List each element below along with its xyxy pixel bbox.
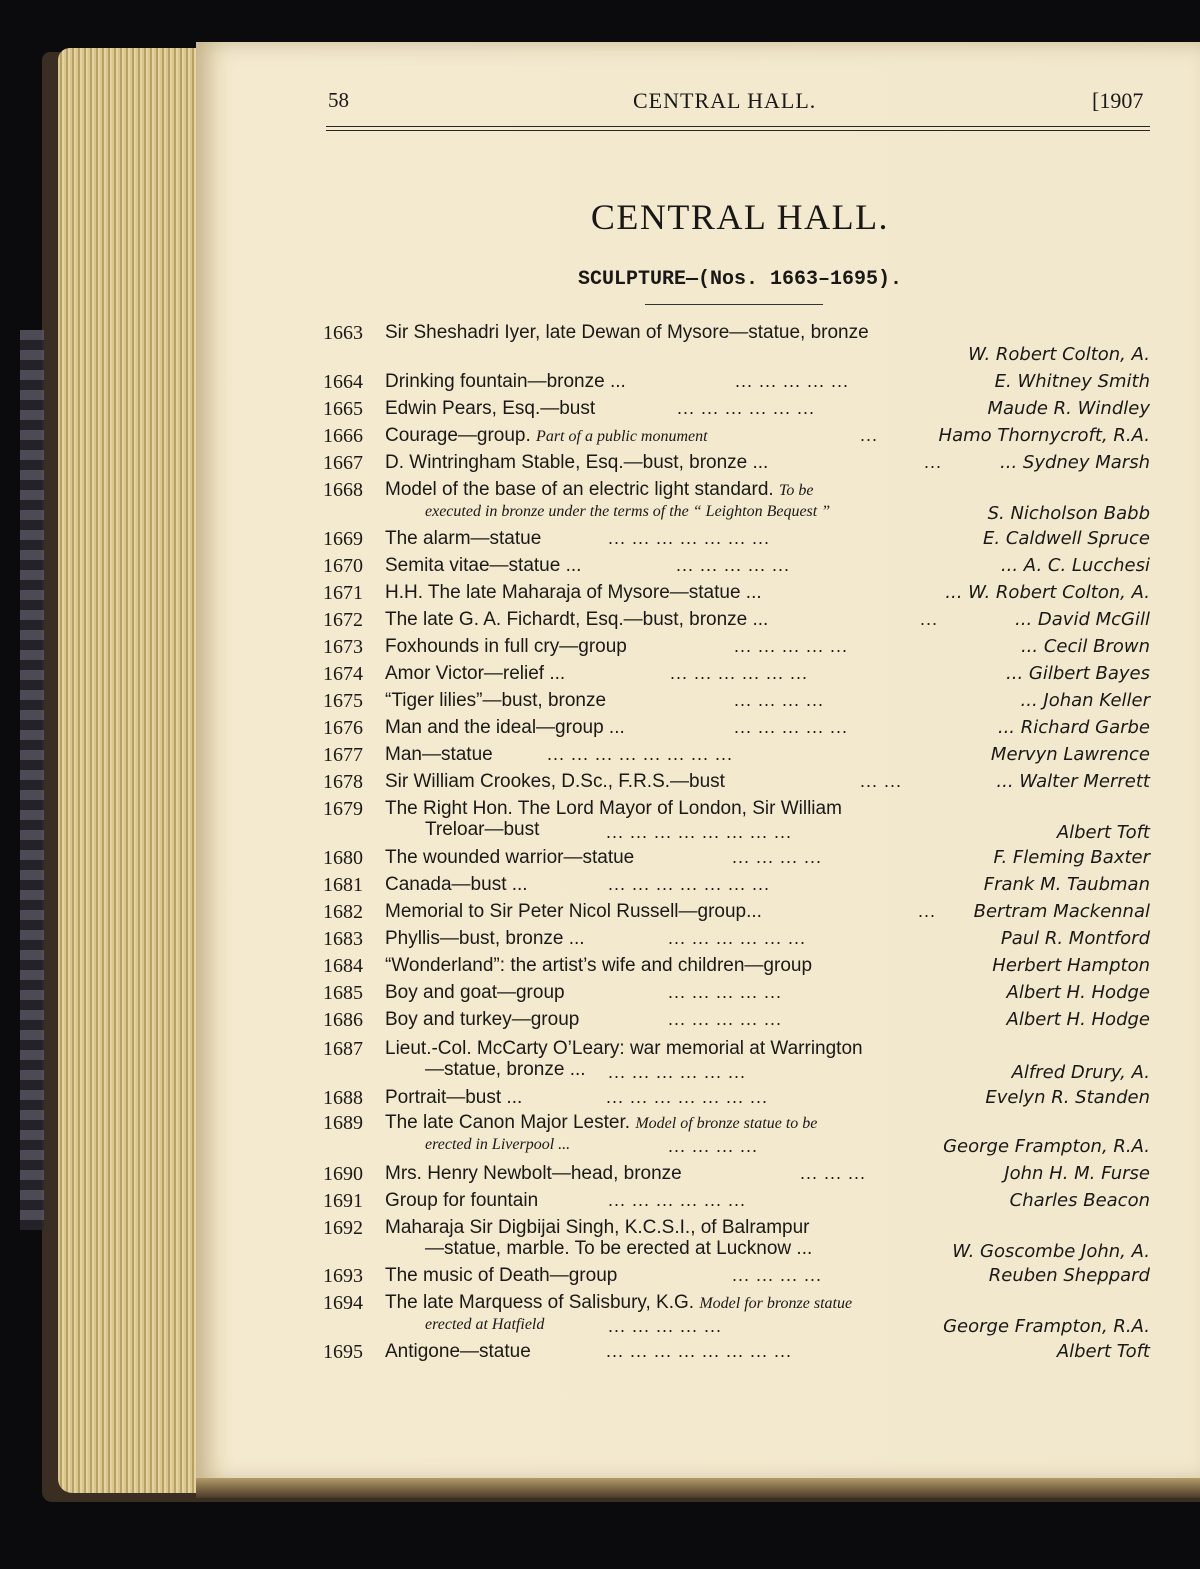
leader-dots: ... ... ... ... — [734, 690, 825, 710]
entry-title: The alarm—statue — [385, 528, 542, 549]
entry-title — [385, 1112, 817, 1134]
entry-title: Drinking fountain—bronze ... — [385, 371, 626, 392]
catalogue-entry — [0, 847, 1200, 874]
leader-dots: ... ... ... ... ... — [668, 982, 783, 1002]
catalogue-entry — [0, 1217, 1200, 1262]
catalogue-entry — [0, 690, 1200, 717]
leader-dots: ... ... ... ... ... — [668, 1009, 783, 1029]
entry-title: Man—statue — [385, 744, 493, 765]
catalogue-entry — [0, 1292, 1200, 1337]
entry-title: Mrs. Henry Newbolt—head, bronze — [385, 1163, 682, 1184]
section-title: SCULPTURE—(Nos. 1663–1695). — [577, 268, 903, 291]
entry-number: 1693 — [323, 1265, 363, 1287]
entry-number: 1682 — [323, 901, 363, 923]
leader-dots: ... — [920, 609, 939, 629]
leader-dots: ... ... ... ... ... ... ... — [606, 1087, 769, 1107]
entry-number: 1671 — [323, 582, 363, 604]
catalogue-entry — [0, 371, 1200, 398]
entry-artist: ... W. Robert Colton, A. — [945, 582, 1150, 603]
leader-dots: ... ... ... ... ... ... ... ... — [606, 1341, 793, 1361]
entry-title: Lieut.-Col. McCarty O’Leary: war memorial at Warrington — [385, 1038, 863, 1059]
entry-number: 1675 — [323, 690, 363, 712]
entry-artist: Albert Toft — [1056, 1341, 1150, 1362]
entry-title: The music of Death—group — [385, 1265, 618, 1286]
entry-title: Foxhounds in full cry—group — [385, 636, 627, 657]
entry-artist: Hamo Thornycroft, R.A. — [938, 425, 1150, 446]
entry-artist: ... A. C. Lucchesi — [1000, 555, 1150, 576]
entry-number: 1687 — [323, 1038, 363, 1060]
entry-number: 1677 — [323, 744, 363, 766]
entry-title: The Right Hon. The Lord Mayor of London, Sir William — [385, 798, 842, 819]
entry-artist: ... Sydney Marsh — [1000, 452, 1150, 473]
catalogue-entry — [0, 1112, 1200, 1157]
entry-number: 1664 — [323, 371, 363, 393]
catalogue-entry — [0, 452, 1200, 479]
entry-subline: erected at Hatfield — [425, 1316, 545, 1333]
leader-dots: ... ... ... ... — [732, 1265, 823, 1285]
leader-dots: ... ... ... ... ... ... — [670, 663, 809, 683]
leader-dots: ... ... ... ... ... ... — [608, 1062, 747, 1082]
catalogue-entry — [0, 901, 1200, 928]
entry-number: 1673 — [323, 636, 363, 658]
leader-dots: ... ... ... ... ... ... ... ... — [547, 744, 734, 764]
entry-title-text: Courage—group. — [385, 425, 531, 446]
entry-artist: George Frampton, R.A. — [943, 1136, 1150, 1157]
leader-dots: ... ... ... ... ... ... ... ... — [606, 822, 793, 842]
entry-artist: ... David McGill — [1015, 609, 1150, 630]
entry-subline: Treloar—bust — [425, 819, 540, 840]
entry-title: H.H. The late Maharaja of Mysore—statue ... — [385, 582, 762, 603]
entry-number: 1695 — [323, 1341, 363, 1363]
entry-artist: Reuben Sheppard — [988, 1265, 1150, 1286]
leader-dots: ... ... ... ... ... ... ... — [608, 528, 771, 548]
leader-dots: ... ... ... ... — [732, 847, 823, 867]
entry-artist: F. Fleming Baxter — [993, 847, 1150, 868]
catalogue-entry — [0, 322, 1200, 365]
entry-title: The late G. A. Fichardt, Esq.—bust, bronze ... — [385, 609, 769, 630]
entry-artist: W. Robert Colton, A. — [968, 344, 1150, 365]
entry-artist: E. Caldwell Spruce — [983, 528, 1150, 549]
catalogue-entry — [0, 1009, 1200, 1036]
entry-title — [385, 1292, 852, 1314]
entry-number: 1683 — [323, 928, 363, 950]
entry-number: 1691 — [323, 1190, 363, 1212]
entry-number: 1685 — [323, 982, 363, 1004]
catalogue-entry — [0, 582, 1200, 609]
entry-artist: S. Nicholson Babb — [987, 503, 1150, 524]
entry-artist: Albert H. Hodge — [1006, 982, 1150, 1003]
catalogue-entry — [0, 1163, 1200, 1190]
entry-note: Model for bronze statue — [699, 1295, 853, 1312]
entry-title: Memorial to Sir Peter Nicol Russell—group... — [385, 901, 762, 922]
catalogue-entry — [0, 479, 1200, 524]
catalogue-entry — [0, 928, 1200, 955]
leader-dots: ... ... ... ... ... ... — [668, 928, 807, 948]
entry-artist: Frank M. Taubman — [983, 874, 1150, 895]
entry-artist: John H. M. Furse — [1004, 1163, 1150, 1184]
leader-dots: ... ... ... ... ... — [734, 717, 849, 737]
catalogue-entry — [0, 798, 1200, 843]
catalogue-entry — [0, 1341, 1200, 1368]
entry-artist: Charles Beacon — [1009, 1190, 1150, 1211]
leader-dots: ... ... ... ... ... — [676, 555, 791, 575]
leader-dots: ... ... ... ... ... — [734, 636, 849, 656]
catalogue-entry — [0, 398, 1200, 425]
entry-note: To be — [778, 482, 814, 499]
catalogue-entry — [0, 874, 1200, 901]
entry-title: Edwin Pears, Esq.—bust — [385, 398, 596, 419]
entry-title: “Wonderland”: the artist’s wife and children—group — [385, 955, 813, 976]
entry-subline-text: —statue, marble. — [425, 1238, 570, 1259]
entry-note: Model of bronze statue to be — [635, 1115, 818, 1132]
catalogue-entry — [0, 1087, 1200, 1114]
page-number: 58 — [328, 88, 349, 112]
entry-title-text: The late Canon Major Lester. — [385, 1112, 631, 1133]
entry-number: 1666 — [323, 425, 363, 447]
entry-title — [385, 479, 814, 501]
entry-number: 1668 — [323, 479, 363, 501]
leader-dots: ... ... ... ... ... — [735, 371, 850, 391]
catalogue-entry — [0, 717, 1200, 744]
entry-artist: Mervyn Lawrence — [990, 744, 1150, 765]
leader-dots: ... ... ... ... ... — [608, 1316, 723, 1336]
entry-number: 1665 — [323, 398, 363, 420]
entry-number: 1670 — [323, 555, 363, 577]
catalogue-entry — [0, 609, 1200, 636]
entry-title: Amor Victor—relief ... — [385, 663, 566, 684]
entry-title-text: The late Marquess of Salisbury, K.G. — [385, 1292, 695, 1313]
entry-subline: erected in Liverpool ... — [425, 1136, 571, 1153]
entry-artist: W. Goscombe John, A. — [952, 1241, 1150, 1262]
entry-number: 1684 — [323, 955, 363, 977]
entry-artist: E. Whitney Smith — [994, 371, 1150, 392]
entry-number: 1674 — [323, 663, 363, 685]
entry-title: Sir William Crookes, D.Sc., F.R.S.—bust — [385, 771, 725, 792]
entry-artist: Evelyn R. Standen — [985, 1087, 1150, 1108]
entry-number: 1686 — [323, 1009, 363, 1031]
running-title: CENTRAL HALL. — [633, 88, 817, 113]
entry-artist: ... Johan Keller — [1020, 690, 1150, 711]
entry-title: Canada—bust ... — [385, 874, 528, 895]
entry-note: To be erected at Lucknow ... — [574, 1238, 813, 1259]
entry-number: 1690 — [323, 1163, 363, 1185]
entry-artist: Alfred Drury, A. — [1011, 1062, 1150, 1083]
entry-number: 1678 — [323, 771, 363, 793]
entry-artist: Herbert Hampton — [992, 955, 1150, 976]
entry-number: 1667 — [323, 452, 363, 474]
catalogue-entry — [0, 1265, 1200, 1292]
leader-dots: ... — [918, 901, 937, 921]
entry-title: The wounded warrior—statue — [385, 847, 635, 868]
leader-dots: ... ... ... ... — [668, 1136, 759, 1156]
catalogue-entry — [0, 663, 1200, 690]
page-title: CENTRAL HALL. — [590, 197, 890, 237]
entry-number: 1692 — [323, 1217, 363, 1239]
leader-dots: ... ... ... ... ... ... ... — [608, 874, 771, 894]
catalogue-entry — [0, 955, 1200, 982]
entry-number: 1669 — [323, 528, 363, 550]
entry-number: 1689 — [323, 1112, 363, 1134]
running-year: [1907 — [1092, 88, 1144, 113]
entry-number: 1680 — [323, 847, 363, 869]
entry-title: Boy and turkey—group — [385, 1009, 580, 1030]
leader-dots: ... ... ... ... ... ... — [677, 398, 816, 418]
entry-title: Group for fountain — [385, 1190, 539, 1211]
entry-number: 1679 — [323, 798, 363, 820]
entry-number: 1688 — [323, 1087, 363, 1109]
entry-title — [385, 425, 708, 447]
entry-number: 1663 — [323, 322, 363, 344]
catalogue-entry — [0, 636, 1200, 663]
entry-artist: George Frampton, R.A. — [943, 1316, 1150, 1337]
entry-artist: ... Walter Merrett — [996, 771, 1150, 792]
entry-title: Antigone—statue — [385, 1341, 531, 1362]
entry-artist: Bertram Mackennal — [973, 901, 1150, 922]
entry-artist: Paul R. Montford — [1000, 928, 1150, 949]
entry-title: “Tiger lilies”—bust, bronze — [385, 690, 607, 711]
entry-number: 1681 — [323, 874, 363, 896]
entry-number: 1676 — [323, 717, 363, 739]
entry-title: Phyllis—bust, bronze ... — [385, 928, 585, 949]
entry-title: Semita vitae—statue ... — [385, 555, 582, 576]
catalogue-entry — [0, 1190, 1200, 1217]
entry-number: 1694 — [323, 1292, 363, 1314]
catalogue-entry — [0, 425, 1200, 452]
entry-artist: Albert H. Hodge — [1006, 1009, 1150, 1030]
leader-dots: ... ... — [860, 771, 903, 791]
entry-note: Part of a public monument — [536, 428, 708, 445]
catalogue-entry — [0, 1038, 1200, 1083]
entry-title: Man and the ideal—group ... — [385, 717, 625, 738]
entry-subline: —statue, bronze ... — [425, 1059, 586, 1080]
leader-dots: ... ... ... ... ... ... — [608, 1190, 747, 1210]
entry-subline — [425, 1238, 812, 1260]
entry-subline: executed in bronze under the terms of the “ Leighton Bequest ” — [425, 503, 831, 520]
entry-title: D. Wintringham Stable, Esq.—bust, bronze ... — [385, 452, 769, 473]
entry-title-text: Model of the base of an electric light standard. — [385, 479, 774, 500]
catalogue-entry — [0, 555, 1200, 582]
entry-number: 1672 — [323, 609, 363, 631]
entry-title: Boy and goat—group — [385, 982, 565, 1003]
entry-artist: Albert Toft — [1056, 822, 1150, 843]
entry-artist: ... Richard Garbe — [997, 717, 1150, 738]
leader-dots: ... ... ... — [800, 1163, 867, 1183]
entry-artist: ... Gilbert Bayes — [1006, 663, 1150, 684]
catalogue-entry — [0, 771, 1200, 798]
entry-title: Portrait—bust ... — [385, 1087, 523, 1108]
leader-dots: ... — [924, 452, 943, 472]
entry-artist: Maude R. Windley — [987, 398, 1150, 419]
entry-title: Sir Sheshadri Iyer, late Dewan of Mysore—statue, bronze — [385, 322, 869, 343]
catalogue-entry — [0, 744, 1200, 771]
leader-dots: ... — [860, 425, 879, 445]
entry-artist: ... Cecil Brown — [1020, 636, 1150, 657]
catalogue-entry — [0, 528, 1200, 555]
entry-title: Maharaja Sir Digbijai Singh, K.C.S.I., of Balrampur — [385, 1217, 810, 1238]
catalogue-entry — [0, 982, 1200, 1009]
